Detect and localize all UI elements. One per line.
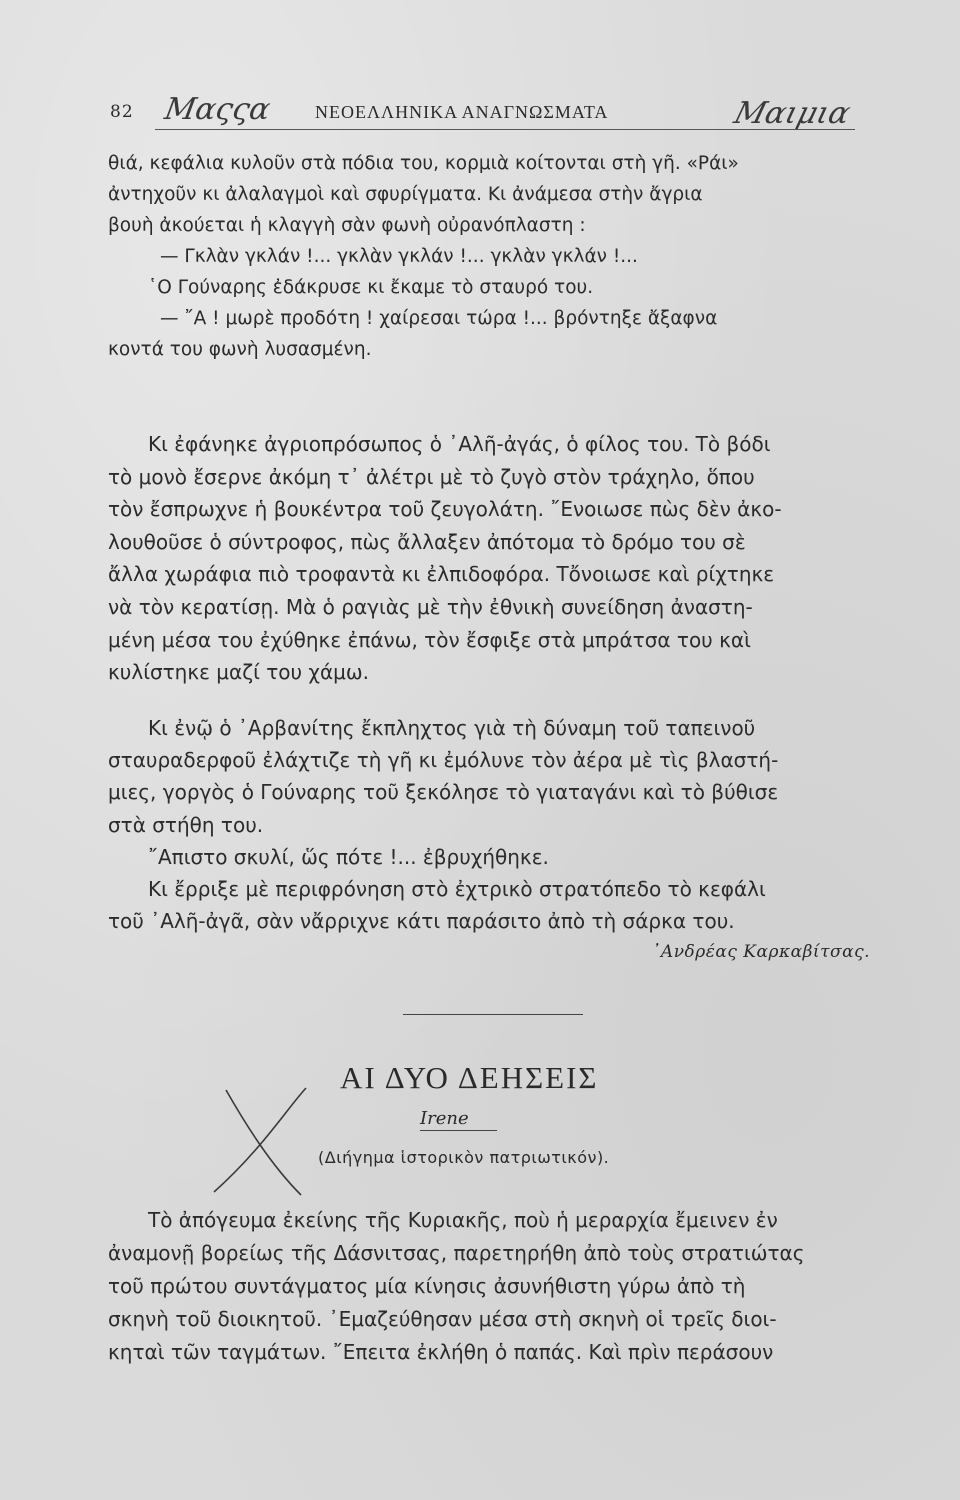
text-line: στὰ στήθη του.	[108, 812, 264, 837]
text-line: κηταὶ τῶν ταγμάτων. ῎Επειτα ἐκλήθη ὁ παπάς. Καὶ πρὶν περάσουν	[108, 1340, 774, 1364]
text-line: — ῎Α ! μωρὲ προδότη ! χαίρεσαι τώρα !... βρόντηξε ἄξαφνα	[160, 308, 718, 329]
text-line: ῎Απιστο σκυλί, ὥς πότε !... ἐβρυχήθηκε.	[148, 844, 549, 869]
text-line: τοῦ πρώτου συντάγματος μία κίνησις ἀσυνήθιστη γύρω ἀπὸ τὴ	[108, 1274, 746, 1298]
paragraph-1	[108, 148, 883, 365]
text-line: νὰ τὸν κερατίσῃ. Μὰ ὁ ραγιὰς μὲ τὴν ἐθνικὴ συνείδηση ἀναστη-	[108, 594, 753, 619]
running-title: ΝΕΟΕΛΛΗΝΙΚΑ ΑΝΑΓΝΩΣΜΑΤΑ	[315, 102, 609, 122]
text-line: μιες, γοργὸς ὁ Γούναρης τοῦ ξεκόλησε τὸ γιαταγάνι καὶ τὸ βύθισε	[108, 780, 779, 805]
text-line: Κι ἐφάνηκε ἀγριοπρόσωπος ὁ ᾿Αλῆ-ἀγάς, ὁ φίλος του. Τὸ βόδι	[148, 432, 771, 456]
paragraph-3	[108, 712, 883, 937]
text-line: λουθοῦσε ὁ σύντροφος, πὼς ἄλλαξεν ἀπότομα τὸ δρόμο του σὲ	[108, 529, 746, 554]
handwritten-annotation-name: Irene	[420, 1108, 497, 1131]
page-header	[110, 92, 900, 136]
text-line: ἄλλα χωράφια πιὸ τροφαντὰ κι ἐλπιδοφόρα. Τὄνοιωσε καὶ ρίχτηκε	[108, 562, 775, 587]
text-line: σταυραδερφοῦ ἐλάχτιζε τὴ γῆ κι ἐμόλυνε τὸν ἀέρα μὲ τὶς βλαστή-	[108, 748, 779, 773]
section-divider	[403, 1014, 583, 1015]
handwritten-annotation-left: Μαςςα	[161, 92, 273, 127]
story-title: ΑΙ ΔΥΟ ΔΕΗΣΕΙΣ	[340, 1060, 599, 1095]
text-line: ῾Ο Γούναρης ἐδάκρυσε κι ἔκαμε τὸ σταυρό του.	[148, 277, 594, 298]
text-line: τὸ μονὸ ἔσερνε ἀκόμη τ᾿ ἀλέτρι μὲ τὸ ζυγὸ στὸν τράχηλο, ὅπου	[108, 464, 755, 489]
page-number: 82	[110, 102, 134, 122]
text-line: — Γκλὰν γκλάν !... γκλὰν γκλάν !... γκλὰν γκλάν !...	[160, 246, 638, 267]
handwritten-x-mark-icon	[206, 1080, 316, 1200]
author-signature: ᾿Ανδρέας Καρκαβίτσας.	[651, 942, 870, 962]
text-line: βουὴ ἀκούεται ἡ κλαγγὴ σὰν φωνὴ οὐρανόπλαστη :	[108, 215, 586, 236]
text-line: κοντά του φωνὴ λυσασμένη.	[108, 339, 372, 360]
text-line: Κι ἔρριξε μὲ περιφρόνηση στὸ ἐχτρικὸ στρατόπεδο τὸ κεφάλι	[148, 877, 766, 902]
text-line: τὸν ἔσπρωχνε ἡ βουκέντρα τοῦ ζευγολάτη. ῎Ενοιωσε πὼς δὲν ἀκο-	[108, 497, 782, 522]
text-line: τοῦ ᾿Αλῆ-ἀγᾶ, σὰν νἄρριχνε κάτι παράσιτο ἀπὸ τὴ σάρκα του.	[108, 909, 735, 934]
text-line: ἀναμονῇ βορείως τῆς Δάσνιτσας, παρετηρήθη ἀπὸ τοὺς στρατιώτας	[108, 1241, 805, 1265]
text-line: Τὸ ἀπόγευμα ἐκείνης τῆς Κυριακῆς, ποὺ ἡ μεραρχία ἔμεινεν ἐν	[148, 1208, 778, 1232]
text-line: ἀντηχοῦν κι ἀλαλαγμοὶ καὶ σφυρίγματα. Κι ἀνάμεσα στὴν ἄγρια	[108, 184, 703, 205]
header-rule	[155, 129, 855, 130]
text-line: κυλίστηκε μαζί του χάμω.	[108, 660, 369, 685]
text-line: Κι ἐνῷ ὁ ᾿Αρβανίτης ἔκπληχτος γιὰ τὴ δύναμη τοῦ ταπεινοῦ	[148, 716, 756, 740]
paragraph-4	[108, 1204, 883, 1369]
paragraph-2	[108, 428, 883, 689]
story-subtitle: (Διήγημα ἱστορικὸν πατριωτικόν).	[318, 1148, 610, 1167]
handwritten-annotation-right: Μαιμια	[730, 96, 854, 131]
text-line: θιά, κεφάλια κυλοῦν στὰ πόδια του, κορμιὰ κοίτονται στὴ γῆ. «Ράι»	[108, 153, 739, 174]
text-line: μένη μέσα του ἐχύθηκε ἐπάνω, τὸν ἔσφιξε στὰ μπράτσα του καὶ	[108, 627, 751, 652]
text-line: σκηνὴ τοῦ διοικητοῦ. ᾿Εμαζεύθησαν μέσα στὴ σκηνὴ οἱ τρεῖς διοι-	[108, 1307, 777, 1331]
